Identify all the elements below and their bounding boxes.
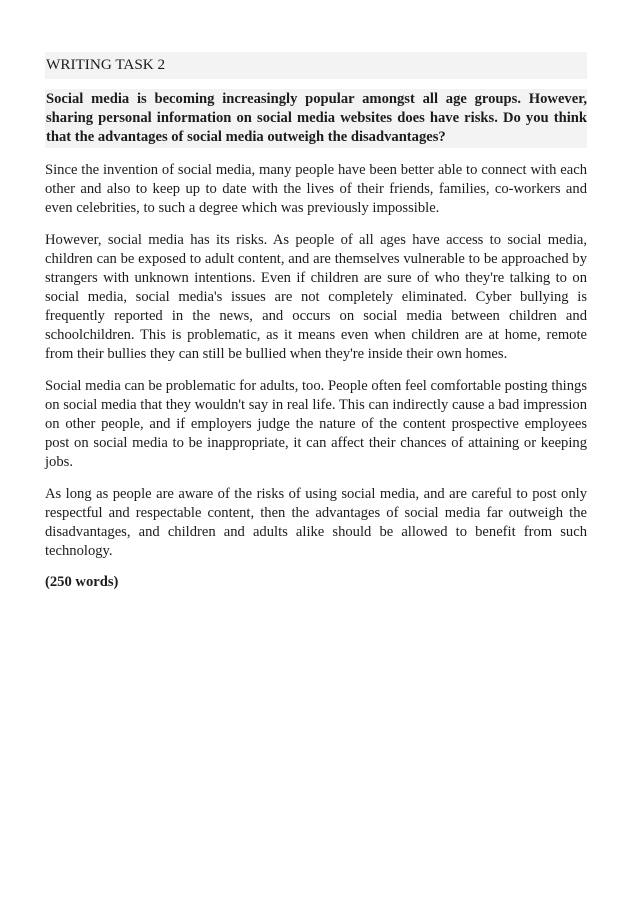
page-title: WRITING TASK 2: [45, 52, 587, 79]
word-count: (250 words): [45, 574, 119, 590]
paragraph-1: Since the invention of social media, many people have been better able to connect with each other and also to keep up to date with the lives of their friends, families, co-workers and even celebrities, to such a degree which was previously impossible.: [45, 162, 587, 216]
paragraph-2: However, social media has its risks. As people of all ages have access to social media, children can be exposed to adult content, and are themselves vulnerable to be approached by strangers with unknown intentions. Even if children are sure of who they're talking to on social media, social media's issues are not completely eliminated. Cyber bullying is frequently reported in the news, and occurs on social media between children and schoolchildren. This is problematic, as it means even when children are at home, remote from their bullies they can still be bullied when they're inside their own homes.: [45, 232, 587, 362]
paragraph-4: As long as people are aware of the risks of using social media, and are careful to post only respectful and respectable content, then the advantages of social media far outweigh the disadvantages, and children and adults alike should be allowed to benefit from such technology.: [45, 486, 587, 559]
task-prompt: Social media is becoming increasingly popular amongst all age groups. However, sharing personal information on social media websites does have risks. Do you think that the advantages of social media outweigh the disadvantages?: [45, 89, 587, 148]
document-page: [45, 52, 587, 592]
paragraph-3: Social media can be problematic for adults, too. People often feel comfortable posting things on social media that they wouldn't say in real life. This can indirectly cause a bad impression on other people, and if employers judge the nature of the content prospective employees post on social media to be inappropriate, it can affect their chances of attaining or keeping jobs.: [45, 378, 587, 470]
